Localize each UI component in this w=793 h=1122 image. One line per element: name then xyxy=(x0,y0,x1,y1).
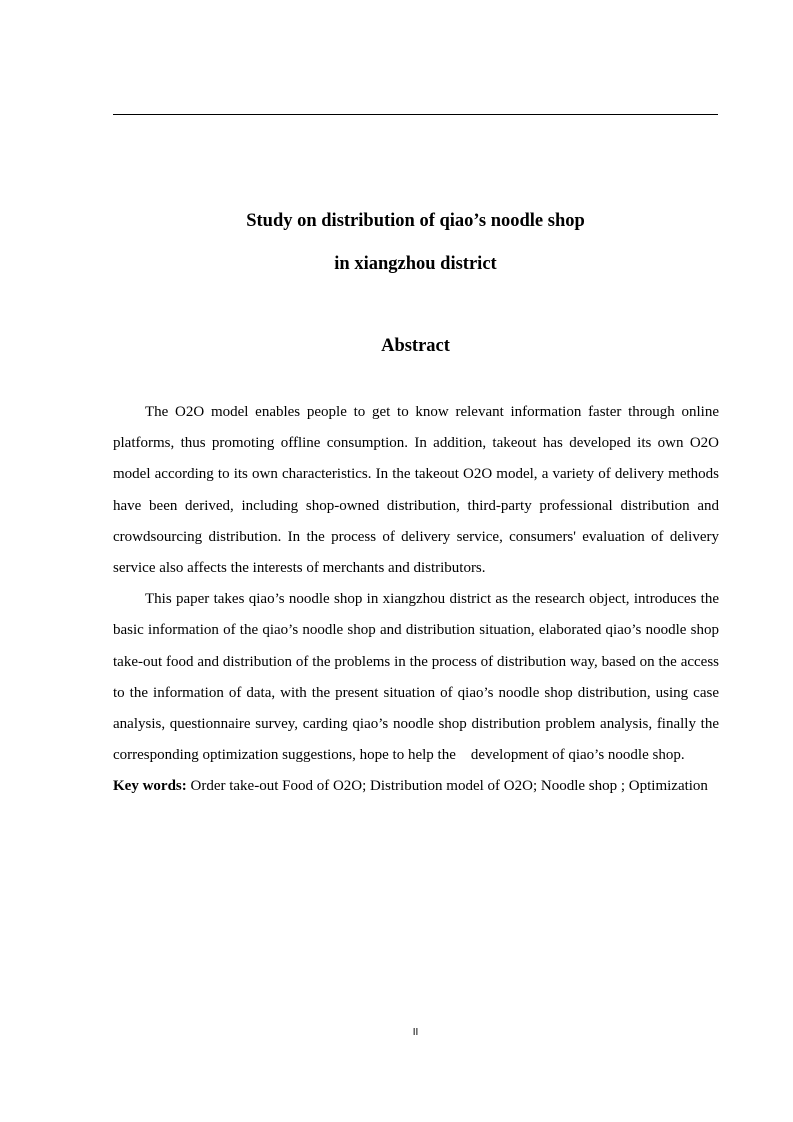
header-rule xyxy=(113,114,718,115)
keywords-text: Order take-out Food of O2O; Distribution model of O2O; Noodle shop ; Optimization xyxy=(186,778,708,795)
keywords-line xyxy=(113,771,719,802)
page-number: II xyxy=(412,1027,419,1038)
abstract-paragraph-2: This paper takes qiao’s noodle shop in xiangzhou district as the research object, introduces the basic information of the qiao’s noodle shop and distribution situation, elaborated qiao’s noodle shop take-out food and distribution of the problems in the process of distribution way, based on the access to the information of data, with the present situation of qiao’s noodle shop distribution, using case analysis, questionnaire survey, carding qiao’s noodle shop distribution problem analysis, finally the corresponding optimization suggestions, hope to help the development of qiao’s noodle shop. xyxy=(113,591,723,764)
paper-title-line-1: Study on distribution of qiao’s noodle shop xyxy=(246,211,585,231)
abstract-heading: Abstract xyxy=(381,336,450,356)
abstract-body xyxy=(113,397,723,803)
keywords-label: Key words: xyxy=(113,778,187,795)
abstract-paragraph-1: The O2O model enables people to get to know relevant information faster through online platforms, thus promoting offline consumption. In addition, takeout has developed its own O2O model according to its own characteristics. In the takeout O2O model, a variety of delivery methods have been derived, including shop-owned distribution, third-party professional distribution and crowdsourcing distribution. In the process of delivery service, consumers' evaluation of delivery service also affects the interests of merchants and distributors. xyxy=(113,404,719,577)
paper-title-line-2: in xiangzhou district xyxy=(334,254,497,274)
